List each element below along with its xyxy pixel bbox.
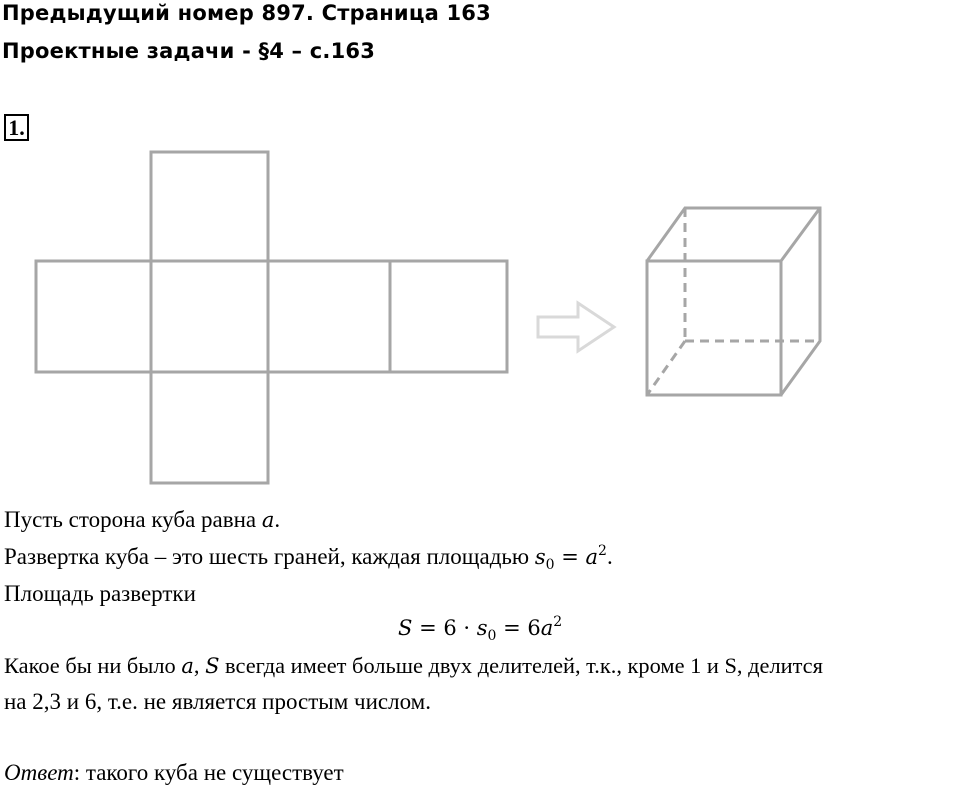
cube-visible-edge <box>781 208 820 261</box>
math-exponent: 2 <box>598 543 607 559</box>
math-variable: S <box>205 654 220 678</box>
net-face-far-right <box>390 261 507 372</box>
math-subscript: 0 <box>487 628 497 644</box>
net-face-top <box>151 152 268 261</box>
math-variable: a <box>585 545 599 569</box>
math-operator: = 6 · <box>412 616 477 640</box>
math-variable: a <box>540 616 554 640</box>
math-exponent: 2 <box>553 614 563 630</box>
math-variable: S <box>398 616 413 640</box>
area-formula <box>398 614 563 644</box>
text: Площадь развертки <box>4 581 196 606</box>
cube-drawing <box>647 208 820 395</box>
cube-hidden-edge-diagonal <box>647 341 685 395</box>
answer-text: : такого куба не существует <box>73 760 344 785</box>
solution-line-5 <box>4 653 823 679</box>
net-face-bottom <box>151 372 268 483</box>
solution-line-2: Развертка куба – это шесть граней, каждая площадью $s_0 = a^2$. <box>4 543 613 573</box>
cube-visible-edges <box>647 208 820 395</box>
math-variable: s <box>534 545 546 569</box>
arrow-right-icon <box>538 303 614 351</box>
net-face-left <box>36 261 151 372</box>
text: всегда имеет больше двух делителей, т.к., кроме 1 и S, делится <box>219 653 823 678</box>
math-variable: s <box>476 616 488 640</box>
previous-problem-link[interactable]: Предыдущий номер 897. Страница 163 <box>2 1 491 25</box>
solution-line-6 <box>4 689 431 715</box>
text: на 2,3 и 6, т.е. не является простым числом. <box>4 689 431 714</box>
section-title: Проектные задачи - §4 – с.163 <box>2 39 376 63</box>
cube-hidden-edges <box>647 208 820 395</box>
math-variable: a <box>261 508 275 532</box>
text: , <box>193 653 206 678</box>
net-face-right <box>268 261 390 372</box>
task-number: 1. <box>8 115 25 140</box>
math-operator: = <box>554 545 586 569</box>
cube-front-face <box>647 261 781 395</box>
answer-label: Ответ <box>4 760 74 785</box>
math-subscript: 0 <box>545 557 555 573</box>
math-variable: a <box>181 654 194 678</box>
solution-line-3 <box>4 581 196 607</box>
text: Развертка куба – это шесть граней, каждая площадью <box>4 544 535 569</box>
text: Пусть сторона куба равна <box>4 507 262 532</box>
math-operator: = 6 <box>496 616 541 640</box>
answer-line <box>4 760 344 786</box>
cube-net <box>36 152 507 483</box>
text: Какое бы ни было <box>4 653 182 678</box>
net-face-center <box>151 261 268 372</box>
solution-line-1: Пусть сторона куба равна a. <box>4 507 281 532</box>
